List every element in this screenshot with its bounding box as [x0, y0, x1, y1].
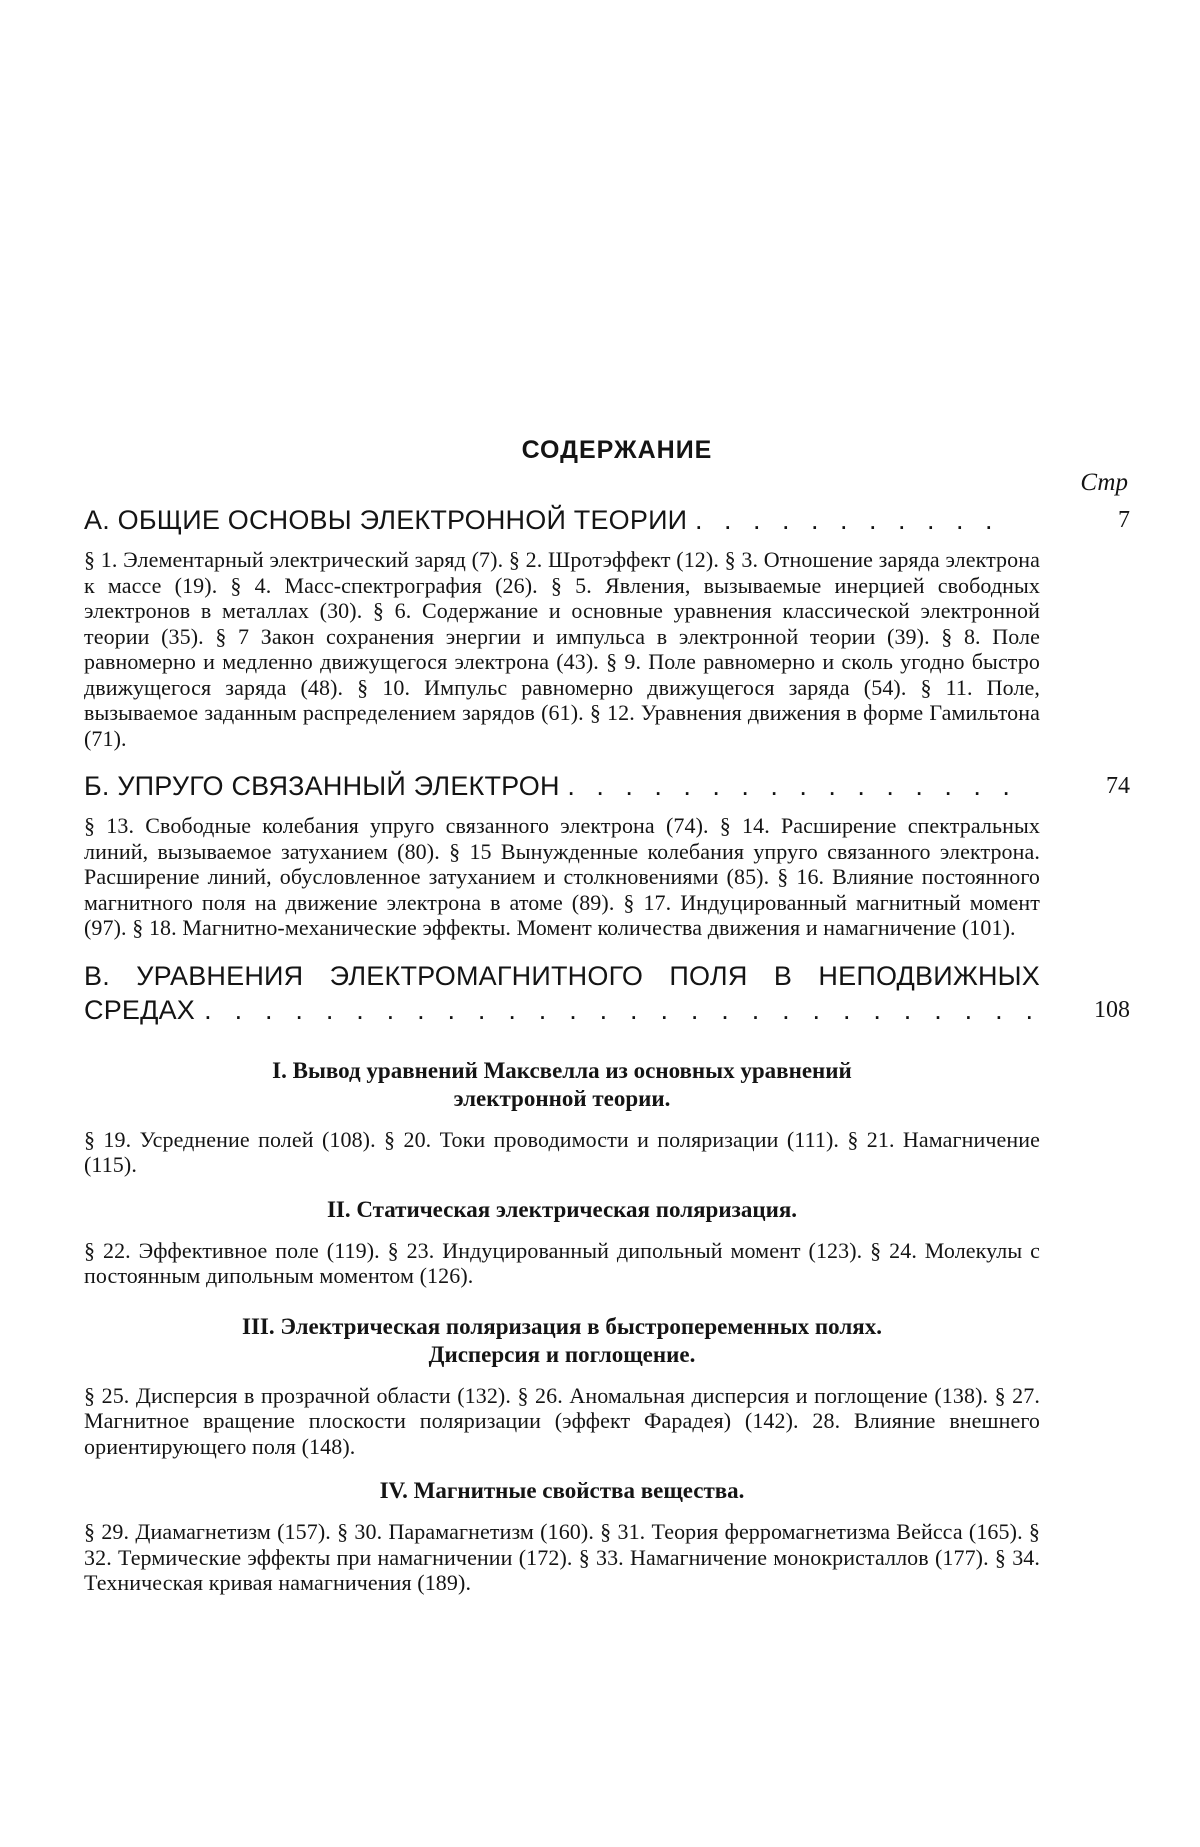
section-a-heading-row: [84, 503, 1130, 537]
subsection-2-heading: II. Статическая электрическая поляризация.: [326, 1196, 798, 1222]
subsection-1-heading: I. Вывод уравнений Максвелла из основных уравнений электронной теории.: [272, 1057, 852, 1111]
subsection-4-contents: § 29. Диамагнетизм (157). § 30. Парамагнетизм (160). § 31. Теория ферромагнетизма Вейсса (165). § 32. Термические эффекты при намагничении (172). § 33. Намагничение монокристаллов (177). § 34. Техническая кривая намагничения (189).: [84, 1519, 1040, 1595]
section-v-heading: В. УРАВНЕНИЯ ЭЛЕКТРОМАГНИТНОГО ПОЛЯ В НЕПОДВИЖНЫХ СРЕДАХ . . . . . . . . . . . . . . . . . . . . . . . . . . . .: [84, 960, 1040, 1025]
section-v-page: 108: [1094, 996, 1130, 1023]
section-a-page: 7: [1118, 507, 1130, 533]
section-b-heading-row: [84, 769, 1130, 803]
leader-dots: . . . . . . . . . . . . . . . .: [567, 771, 1017, 801]
section-v-heading-row: [84, 959, 1130, 1027]
subsection-2-contents: § 22. Эффективное поле (119). § 23. Индуцированный дипольный момент (123). § 24. Молекулы с постоянным дипольным моментом (126).: [84, 1237, 1040, 1288]
section-b-contents: § 13. Свободные колебания упруго связанного электрона (74). § 14. Расширение спектральных линий, вызываемое затуханием (80). § 15 Вынужденные колебания упруго связанного электрона. Расширение линий, обусловленное затуханием и столкновениями (85). § 16. Влияние постоянного магнитного поля на движение электрона в атоме (89). § 17. Индуцированный магнитный момент (97). § 18. Магнитно-механические эффекты. Момент количества движения и намагничение (101).: [84, 813, 1040, 940]
subsection-3-contents: § 25. Дисперсия в прозрачной области (132). § 26. Аномальная дисперсия и поглощение (138). § 27. Магнитное вращение плоскости поляризации (эффект Фарадея) (142). 28. Влияние внешнего ориентирующего поля (148).: [84, 1382, 1040, 1459]
table-of-contents: [84, 436, 1130, 1596]
leader-dots: . . . . . . . . . . . . . . . . . . . . . . . . . . . .: [204, 994, 1040, 1025]
section-b-heading: Б. УПРУГО СВЯЗАННЫЙ ЭЛЕКТРОН . . . . . . . . . . . . . . . .: [84, 771, 1017, 801]
subsection-4-heading: IV. Магнитные свойства вещества.: [379, 1478, 745, 1503]
page-title: СОДЕРЖАНИЕ: [521, 436, 713, 464]
subsection-1-contents: § 19. Усреднение полей (108). § 20. Токи проводимости и поляризации (111). § 21. Намагничение (115).: [84, 1126, 1040, 1177]
section-a-contents: § 1. Элементарный электрический заряд (7). § 2. Шротэффект (12). § 3. Отношение заряда электрона к массе (19). § 4. Масс-спектрография (26). § 5. Явления, вызываемые инерцией свободных электронов в металлах (30). § 6. Содержание и основные уравнения классической электронной теории (35). § 7 Закон сохранения энергии и импульса в электронной теории (39). § 8. Поле равномерно и медленно движущегося электрона (43). § 9. Поле равномерно и сколь угодно быстро движущегося заряда (48). § 10. Импульс равномерно движущегося заряда (54). § 11. Поле, вызываемое заданным распределением зарядов (61). § 12. Уравнения движения в форме Гамильтона (71).: [84, 547, 1040, 751]
page-column-label: Стр: [1080, 469, 1128, 496]
leader-dots: . . . . . . . . . . .: [694, 505, 1000, 535]
section-a-heading: А. ОБЩИЕ ОСНОВЫ ЭЛЕКТРОННОЙ ТЕОРИИ . . . . . . . . . . .: [84, 505, 1000, 535]
section-b-page: 74: [1106, 773, 1130, 799]
subsection-3-heading: III. Электрическая поляризация в быстропеременных полях. Дисперсия и поглощение.: [242, 1313, 882, 1367]
